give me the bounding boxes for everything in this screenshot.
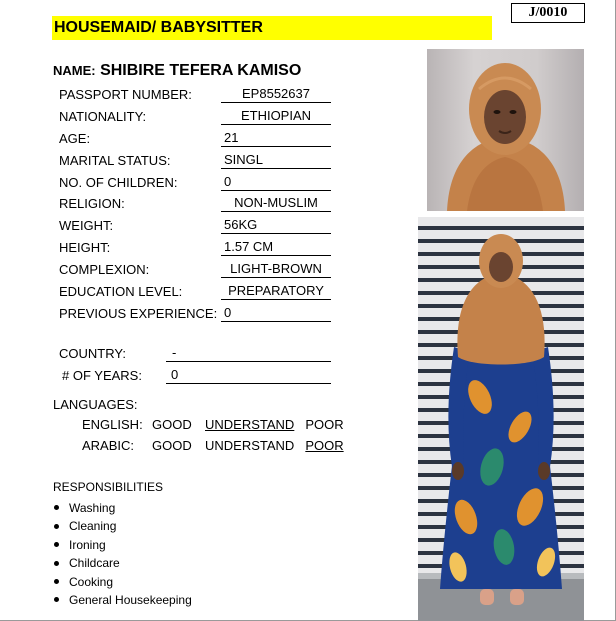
children-value: 0 [221, 173, 331, 191]
list-item: Cooking [54, 573, 192, 591]
english-understand-selected: UNDERSTAND [205, 417, 295, 432]
marital-status-label: MARITAL STATUS: [59, 153, 171, 168]
weight-value: 56KG [221, 216, 331, 234]
english-good: GOOD [152, 417, 192, 432]
education-value: PREPARATORY [221, 282, 331, 300]
marital-status-value: SINGL [221, 151, 331, 169]
name-row [53, 62, 301, 80]
page-title: HOUSEMAID/ BABYSITTER [52, 16, 492, 40]
english-label: ENGLISH: [82, 417, 143, 432]
age-label: AGE: [59, 131, 91, 146]
bullet-icon [54, 505, 59, 510]
arabic-row [82, 438, 344, 453]
complexion-value: LIGHT-BROWN [221, 260, 331, 278]
years-label: # OF YEARS: [62, 368, 142, 383]
height-label: HEIGHT: [59, 240, 111, 255]
english-poor: POOR [305, 417, 344, 432]
passport-value: EP8552637 [221, 85, 331, 103]
arabic-good: GOOD [152, 438, 192, 453]
full-body-photo [418, 217, 584, 621]
passport-label: PASSPORT NUMBER: [59, 87, 192, 102]
country-value: - [166, 344, 331, 362]
years-value: 0 [166, 366, 331, 384]
arabic-understand: UNDERSTAND [205, 438, 295, 453]
country-label: COUNTRY: [59, 346, 126, 361]
list-item: Cleaning [54, 517, 192, 535]
list-item: Childcare [54, 554, 192, 572]
arabic-label: ARABIC: [82, 438, 135, 453]
nationality-label: NATIONALITY: [59, 109, 147, 124]
children-label: NO. OF CHILDREN: [59, 175, 178, 190]
reference-code: J/0010 [511, 3, 585, 23]
name-label: NAME: [53, 63, 96, 78]
height-value: 1.57 CM [221, 238, 331, 256]
list-item: Washing [54, 499, 192, 517]
list-item: General Housekeeping [54, 591, 192, 609]
bullet-icon [54, 542, 59, 547]
experience-label: PREVIOUS EXPERIENCE: [59, 306, 218, 321]
education-label: EDUCATION LEVEL: [59, 284, 183, 299]
bullet-icon [54, 524, 59, 529]
complexion-label: COMPLEXION: [59, 262, 150, 277]
languages-heading: LANGUAGES: [53, 397, 138, 412]
religion-label: RELIGION: [59, 196, 125, 211]
portrait-photo [427, 49, 584, 211]
age-value: 21 [221, 129, 331, 147]
list-item: Ironing [54, 536, 192, 554]
experience-value: 0 [221, 304, 331, 322]
responsibilities-heading: RESPONSIBILITIES [53, 480, 164, 494]
bullet-icon [54, 597, 59, 602]
religion-value: NON-MUSLIM [221, 194, 331, 212]
bullet-icon [54, 579, 59, 584]
bullet-icon [54, 561, 59, 566]
weight-label: WEIGHT: [59, 218, 114, 233]
english-row [82, 417, 344, 432]
responsibilities-list [54, 499, 192, 609]
name-value: SHIBIRE TEFERA KAMISO [100, 62, 302, 79]
arabic-poor-selected: POOR [305, 438, 344, 453]
nationality-value: ETHIOPIAN [221, 107, 331, 125]
